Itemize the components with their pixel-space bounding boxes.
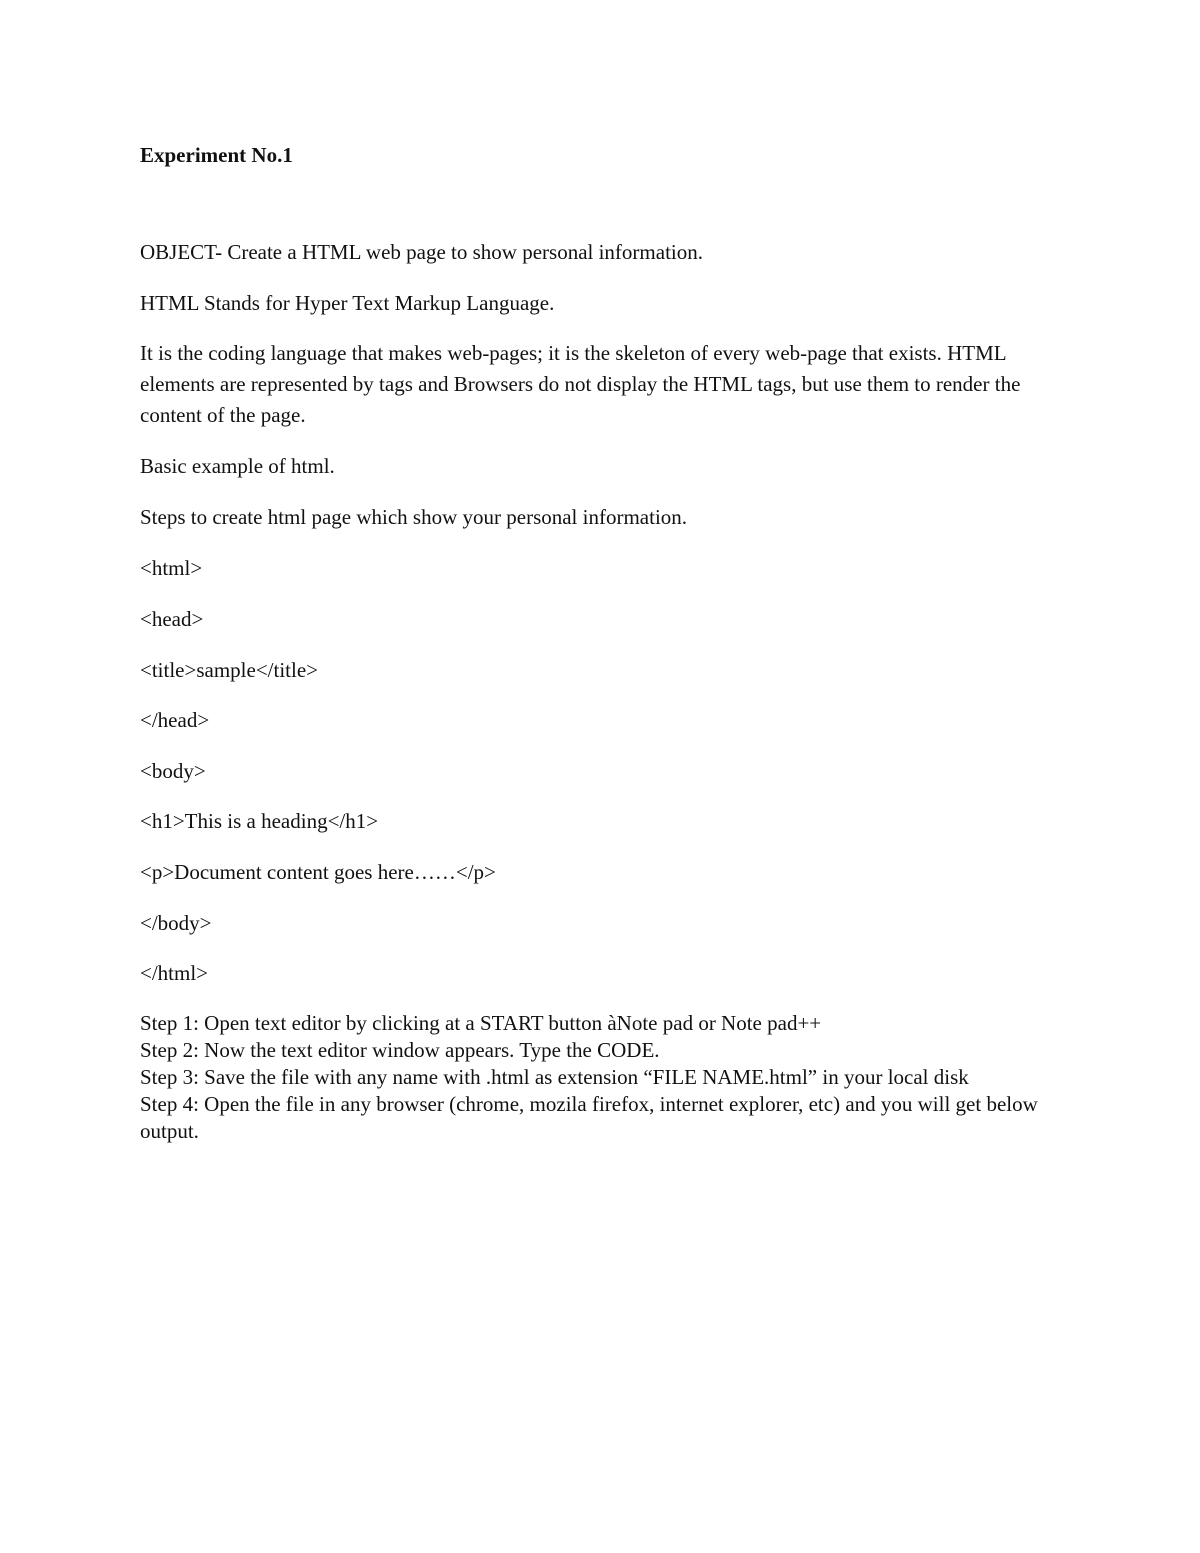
step-item: Step 2: Now the text editor window appears. Type the CODE. xyxy=(140,1038,660,1062)
code-line: </body> xyxy=(140,911,212,935)
html-description: It is the coding language that makes web-pages; it is the skeleton of every web-page that exists. HTML elements are represented by tags and Browsers do not display the HTML tags, but use them to render the content of the page. xyxy=(140,341,1021,427)
basic-example-label: Basic example of html. xyxy=(140,454,335,478)
code-line: <body> xyxy=(140,759,206,783)
object-line: OBJECT- Create a HTML web page to show personal information. xyxy=(140,240,703,264)
code-line: <html> xyxy=(140,556,203,580)
steps-list xyxy=(140,1010,1055,1145)
code-line: <h1>This is a heading</h1> xyxy=(140,809,379,833)
steps-intro: Steps to create html page which show your personal information. xyxy=(140,505,688,529)
code-line: <p>Document content goes here……</p> xyxy=(140,860,496,884)
step-item: Step 3: Save the file with any name with .html as extension “FILE NAME.html” in your local disk xyxy=(140,1065,969,1089)
code-line: <head> xyxy=(140,607,204,631)
code-line: </head> xyxy=(140,708,210,732)
step-item: Step 1: Open text editor by clicking at a START button àNote pad or Note pad++ xyxy=(140,1011,822,1035)
html-definition: HTML Stands for Hyper Text Markup Language. xyxy=(140,291,555,315)
step-item: Step 4: Open the file in any browser (chrome, mozila firefox, internet explorer, etc) and you will get below output. xyxy=(140,1092,1038,1143)
code-line: <title>sample</title> xyxy=(140,658,319,682)
code-line: </html> xyxy=(140,961,209,985)
document-title: Experiment No.1 xyxy=(140,143,293,167)
